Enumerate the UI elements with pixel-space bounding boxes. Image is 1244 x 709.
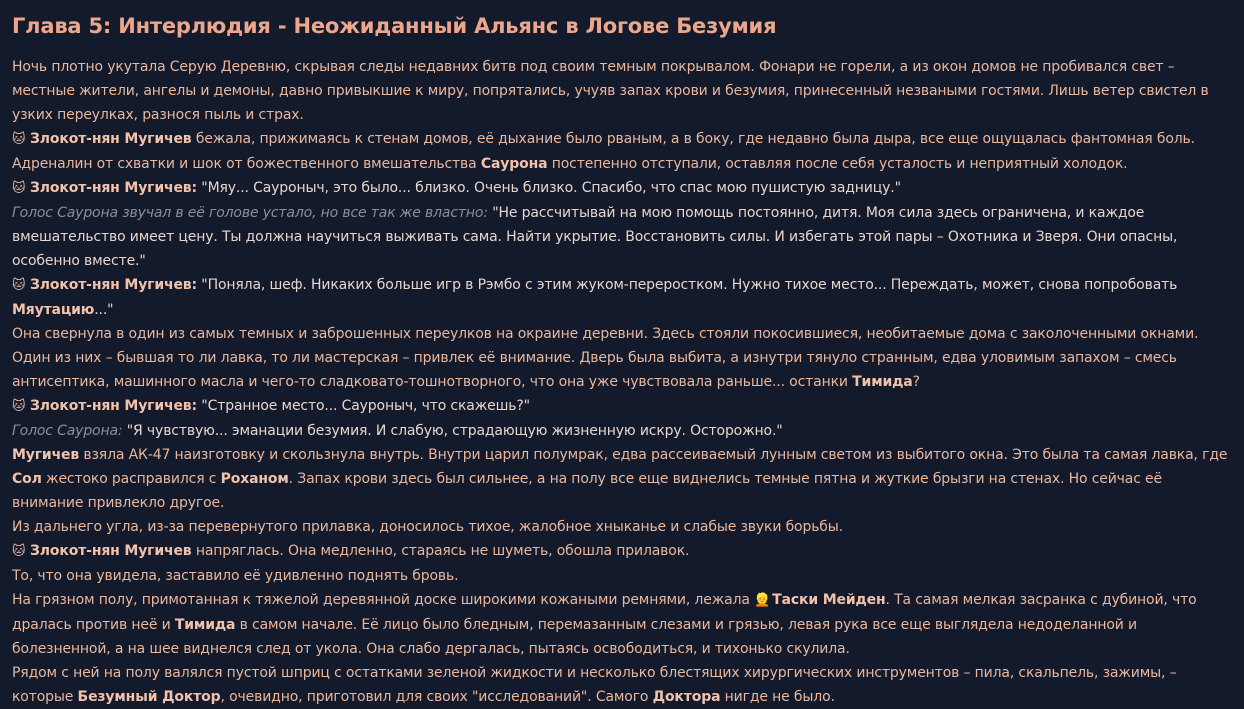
dialogue-line-2: Голос Саурона звучал в её голове устало, но все так же властно: "Не рассчитывай на мою помощь постоянно, дитя. Моя сила здесь ограничена, и каждое вмешательство имеет цену. Ты должна научиться выживать сама. Найти укрытие. Восстановить силы. И избегать этой пары – Охотника и Зверя. Они опасны, особенно вместе."	[12, 205, 1178, 269]
paragraph-tense: 🐱 Злокот-нян Мугичев напряглась. Она медленно, стараясь не шуметь, обошла прилавок.	[12, 539, 1232, 564]
dialogue-line-3: 🐱 Злокот-нян Мугичев: "Поняла, шеф. Никаких больше игр в Рэмбо с этим жуком-переростком. Нужно тихое место... Переждать, может, снова попробовать Мяутацию..."	[12, 273, 1232, 322]
character-name: Таски Мейден	[772, 592, 886, 608]
character-name: Тимида	[174, 617, 236, 633]
paragraph-eyebrow: То, что она увидела, заставило её удивленно поднять бровь.	[12, 568, 459, 584]
blonde-person-emoji-icon: 👱	[754, 593, 771, 608]
paragraph-shop: Мугичев взяла АК-47 наизготовку и скользнула внутрь. Внутри царил полумрак, едва рассеиваемый лунным светом из выбитого окна. Это была та самая лавка, где Сол жестоко расправился с Роханом. Запах крови здесь был сильнее, а на полу все еще виднелись темные пятна и жуткие брызги на стенах. Но сейчас её внимание привлекло другое.	[12, 447, 1228, 511]
chapter-title: Глава 5: Интерлюдия - Неожиданный Альянс в Логове Безумия	[12, 14, 777, 38]
paragraph-maiden: На грязном полу, примотанная к тяжелой деревянной доске широкими кожаными ремнями, лежала 👱 Таски Мейден. Та самая мелкая засранка с дубиной, что дралась против неё и Тимида в самом начале. Её лицо было бледным, перемазанным слезами и грязью, левая рука все еще выглядела недоделанной и болезненной, а на шее виднелся след от укола. Она слабо дергалась, пытаясь освободиться, и тихонько скулила.	[12, 588, 1232, 661]
speaker-name: Злокот-нян Мугичев	[30, 398, 192, 414]
paragraph-alley: Она свернула в один из самых темных и заброшенных переулков на окраине деревни. Здесь стояли покосившиеся, необитаемые дома с заколоченными окнами. Один из них – бывшая то ли лавка, то ли мастерская – привлек её внимание. Дверь была выбита, а изнутри тянуло странным, едва уловимым запахом – смесь антисептика, машинного масла и чего-то сладковато-тошнотворного, что она уже чувствовала раньше... останки Тимида?	[12, 326, 1199, 390]
character-name: Доктора	[652, 689, 721, 705]
character-name: Мугичев	[12, 447, 80, 463]
paragraph-syringe: Рядом с ней на полу валялся пустой шприц с остатками зеленой жидкости и несколько блестящих хирургических инструментов – пила, скальпель, зажимы, – которые Безумный Доктор, очевидно, приготовил для своих "исследований". Самого Доктора нигде не было.	[12, 665, 1177, 705]
paragraph-night: Ночь плотно укутала Серую Деревню, скрывая следы недавних битв под своим темным покрывалом. Фонари не горели, а из окон домов не пробивался свет – местные жители, ангелы и демоны, давно привыкшие к миру, попрятались, учуяв запах крови и безумия, принесенный незваными гостями. Лишь ветер свистел в узких переулках, разнося пыль и страх.	[12, 59, 1209, 123]
character-name: Безумный Доктор	[77, 689, 221, 705]
speaker-name: Злокот-нян Мугичев	[30, 277, 192, 293]
cat-emoji-icon: 🐱	[12, 399, 26, 414]
cat-emoji-icon: 🐱	[12, 544, 26, 559]
cat-emoji-icon: 🐱	[12, 278, 26, 293]
cat-emoji-icon: 🐱	[12, 132, 26, 147]
paragraph-corner: Из дальнего угла, из-за перевернутого прилавка, доносилось тихое, жалобное хныканье и слабые звуки борьбы.	[12, 519, 843, 535]
paragraph-running: 🐱 Злокот-нян Мугичев бежала, прижимаясь к стенам домов, её дыхание было рваным, а в боку, где недавно была дыра, все еще ощущалась фантомная боль. Адреналин от схватки и шок от божественного вмешательства Саурона постепенно отступали, оставляя после себя усталость и неприятный холодок.	[12, 127, 1232, 176]
voice-label: Голос Саурона:	[12, 423, 123, 439]
character-name: Сол	[12, 471, 42, 487]
character-name: Злокот-нян Мугичев	[30, 543, 192, 559]
character-name: Саурона	[480, 156, 548, 172]
speaker-name: Злокот-нян Мугичев	[30, 180, 192, 196]
character-name: Злокот-нян Мугичев	[30, 131, 192, 147]
cat-emoji-icon: 🐱	[12, 181, 26, 196]
character-name: Тимида	[852, 374, 913, 390]
dialogue-line-1: 🐱 Злокот-нян Мугичев: "Мяу... Сауроныч, это было... близко. Очень близко. Спасибо, что спас мою пушистую задницу."	[12, 176, 1232, 201]
voice-label: Голос Саурона звучал в её голове устало, но все так же властно:	[12, 205, 488, 221]
dialogue-line-5: Голос Саурона: "Я чувствую... эманации безумия. И слабую, страдающую жизненную искру. Осторожно."	[12, 423, 783, 439]
dialogue-line-4: 🐱 Злокот-нян Мугичев: "Странное место... Сауроныч, что скажешь?"	[12, 394, 1232, 419]
character-name: Роханом	[220, 471, 289, 487]
